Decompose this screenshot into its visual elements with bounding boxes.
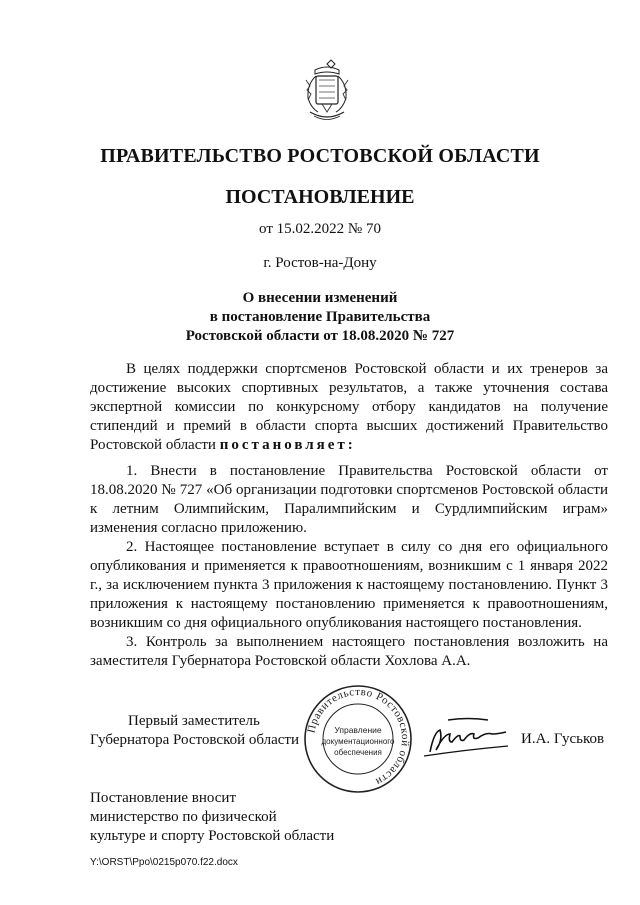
contributor-line: министерство по физической (90, 809, 277, 825)
decree-items (90, 462, 608, 671)
item-1: 1. Внести в постановление Правительства Ростовской области от 18.08.2020 № 727 «Об организации подготовки спортсменов Ростовской области к летним Олимпийским, Паралимпийским и Сурдлимпийским играм» изменения согласно приложению. (90, 463, 608, 536)
position-line: Губернатора Ростовской области (90, 732, 300, 748)
item-3: 3. Контроль за выполнением настоящего постановления возложить на заместителя Губернатора Ростовской области Хохлова А.А. (90, 634, 608, 669)
subject-line: О внесении изменений (242, 290, 398, 306)
seal-ring-text: Правительство Ростовской области (305, 685, 412, 788)
seal-center-text: документационного (321, 737, 395, 746)
coat-of-arms-emblem (300, 58, 354, 126)
contributor-block (90, 789, 334, 846)
document-type: ПОСТАНОВЛЕНИЕ (225, 186, 415, 208)
subject-line: в постановление Правительства (209, 309, 431, 325)
seal-center-text: обеспечения (334, 748, 382, 757)
item-2: 2. Настоящее постановление вступает в силу со дня его официального опубликования и применяется к правоотношениям, возникшим с 1 января 2022 г., за исключением пункта 3 приложения к настоящему постановлению. Пункт 3 приложения к настоящему постановлению применяется к правоотношениям, возникшим со дня официального опубликования настоящего постановления. (90, 539, 608, 631)
contributor-line: культуре и спорту Ростовской области (90, 828, 335, 844)
seal-center-text: Управление (334, 725, 382, 735)
document-subject (0, 289, 640, 346)
handwritten-signature (418, 716, 518, 760)
decree-word: постановляет: (219, 437, 356, 453)
subject-line: Ростовской области от 18.08.2020 № 727 (185, 328, 455, 344)
file-path-footer: Y:\ORST\Ppo\0215p070.f22.docx (90, 857, 238, 868)
preamble-text: В целях поддержки спортсменов Ростовской области и их тренеров за достижение высоких спортивных результатов, а также уточнения состава экспертной комиссии по конкурсному отбору кандидатов на получение стипендий и премий в области спорта высших достижений Правительство Ростовской области (90, 361, 608, 453)
preamble-paragraph (90, 360, 608, 455)
city: г. Ростов-на-Дону (263, 255, 377, 271)
signatory-position (90, 712, 299, 750)
official-seal (302, 683, 414, 795)
contributor-line: Постановление вносит (90, 790, 237, 806)
government-title: ПРАВИТЕЛЬСТВО РОСТОВСКОЙ ОБЛАСТИ (100, 145, 540, 167)
position-line: Первый заместитель (128, 713, 260, 729)
signatory-name: И.А. Гуськов (521, 731, 605, 747)
date-number: от 15.02.2022 № 70 (259, 221, 381, 237)
